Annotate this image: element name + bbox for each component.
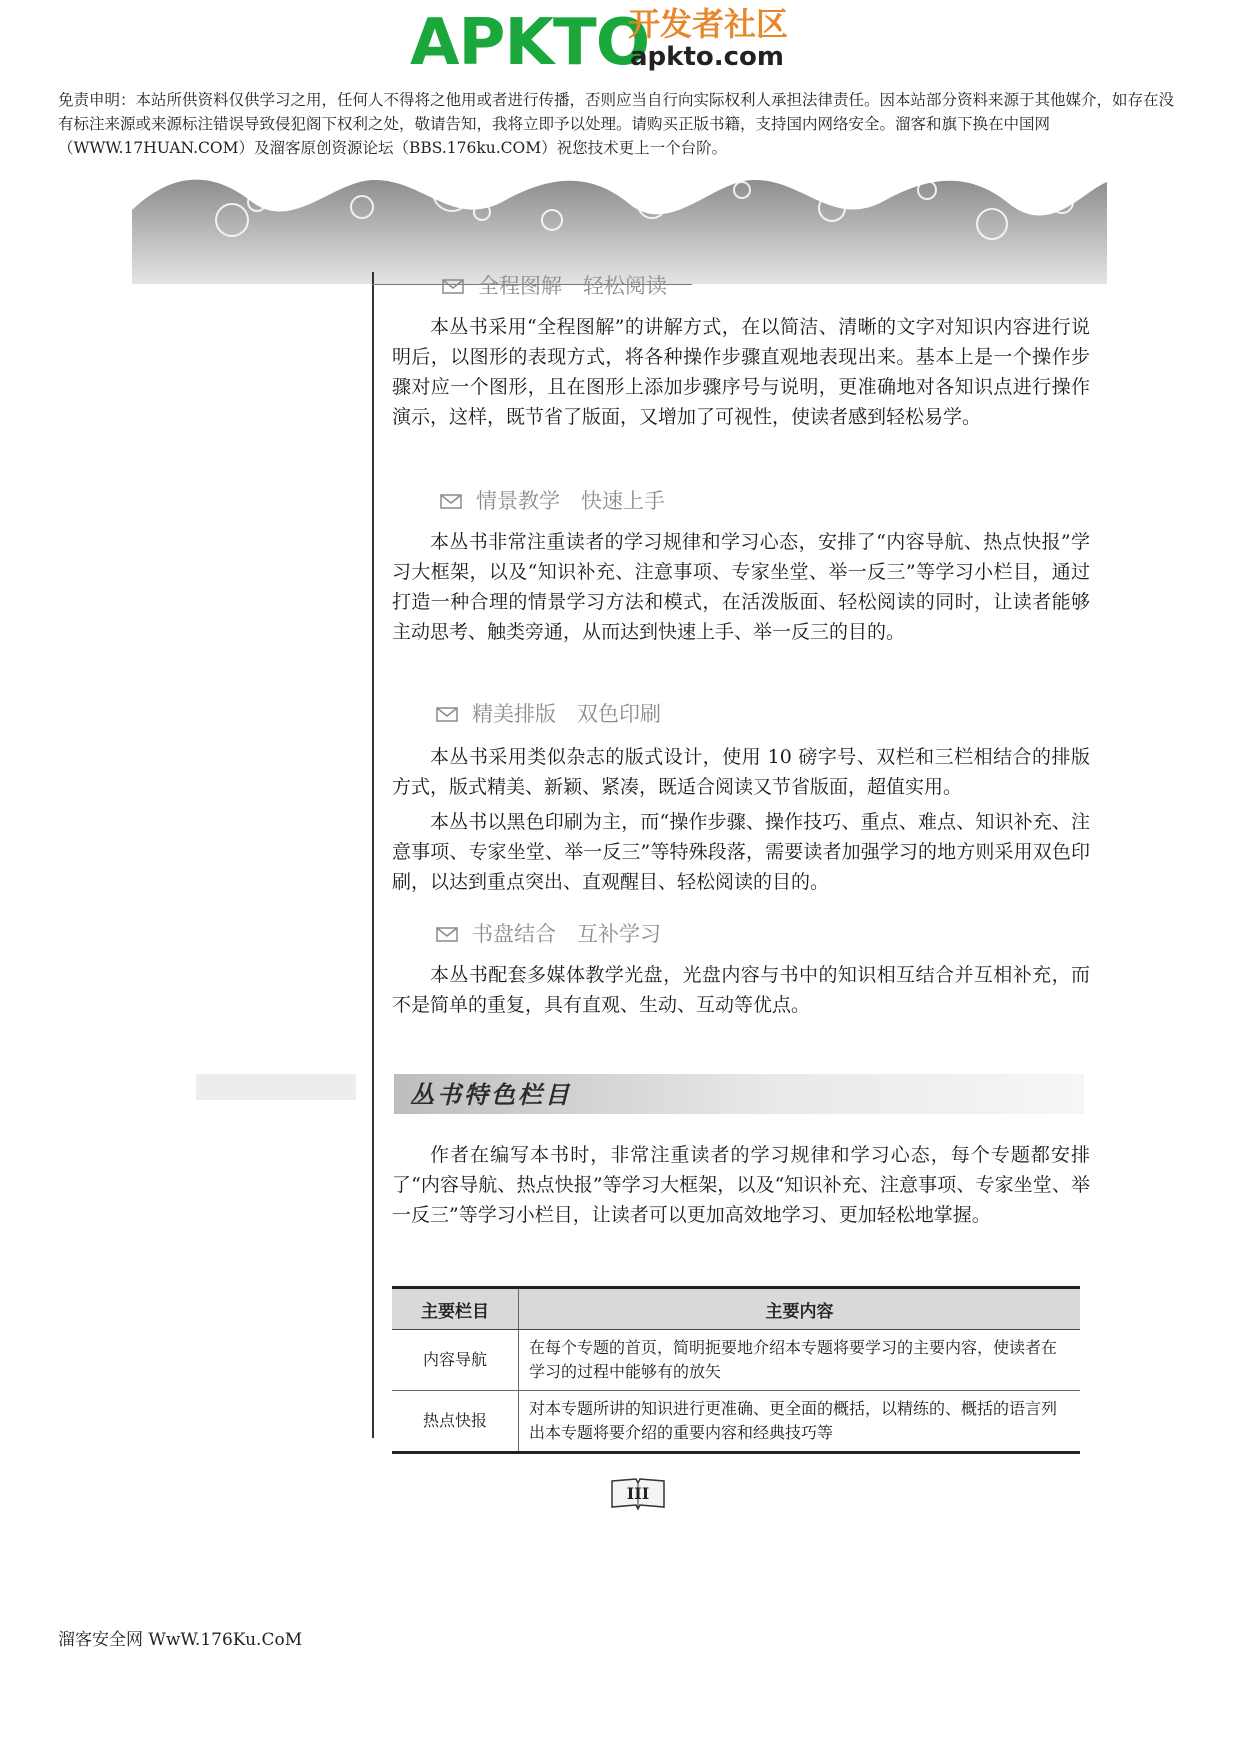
feature-title: 丛书特色栏目 (410, 1081, 572, 1109)
section-paragraph: 本丛书配套多媒体教学光盘，光盘内容与书中的知识相互结合并互相补充，而不是简单的重复，具有直观、生动、互动等优点。 (392, 964, 1090, 1016)
section-heading (440, 487, 665, 515)
section-title: 书盘结合 互补学习 (472, 922, 661, 946)
section-title: 全程图解 轻松阅读 (478, 274, 667, 298)
section-title: 精美排版 双色印刷 (472, 702, 661, 726)
logo-url: apkto.com (630, 42, 784, 72)
table-cell: 内容导航 (392, 1330, 519, 1391)
section-paragraph: 本丛书采用“全程图解”的讲解方式，在以简洁、清晰的文字对知识内容进行说明后，以图形的表现方式，将各种操作步骤直观地表现出来。基本上是一个操作步骤对应一个图形，且在图形上添加步骤序号与说明，更准确地对各知识点进行操作演示，这样，既节省了版面，又增加了可视性，使读者感到轻松易学。 (392, 316, 1090, 428)
section-paragraph: 本丛书以黑色印刷为主，而“操作步骤、操作技巧、重点、难点、知识补充、注意事项、专家坐堂、举一反三”等特殊段落，需要读者加强学习的地方则采用双色印刷，以达到重点突出、直观醒目、轻松阅读的目的。 (392, 811, 1090, 893)
section-title: 情景教学 快速上手 (476, 489, 665, 513)
column-rule (372, 272, 374, 1438)
page-number-book-icon (610, 1475, 666, 1511)
envelope-icon (442, 279, 464, 294)
site-logo (410, 2, 810, 82)
section-paragraph: 本丛书采用类似杂志的版式设计，使用 10 磅字号、双栏和三栏相结合的排版方式，版式精美、新颖、紧凑，既适合阅读又节省版面，超值实用。 (392, 746, 1090, 798)
table-cell: 在每个专题的首页，简明扼要地介绍本专题将要学习的主要内容，使读者在学习的过程中能够有的放矢 (519, 1330, 1081, 1391)
section-paragraph: 本丛书非常注重读者的学习规律和学习心态，安排了“内容导航、热点快报”学习大框架，以及“知识补充、注意事项、专家坐堂、举一反三”等学习小栏目，通过打造一种合理的情景学习方法和模式，在活泼版面、轻松阅读的同时，让读者能够主动思考、触类旁通，从而达到快速上手、举一反三的目的。 (392, 531, 1090, 643)
envelope-icon (436, 707, 458, 722)
table-header-row (392, 1288, 1080, 1330)
table-header-cell: 主要内容 (519, 1288, 1081, 1330)
sidebar-ghost-text (196, 1074, 356, 1100)
section-heading (436, 920, 661, 948)
section-heading (436, 700, 661, 728)
table-row (392, 1330, 1080, 1391)
envelope-icon (436, 927, 458, 942)
disclaimer-text: 免责申明：本站所供资料仅供学习之用，任何人不得将之他用或者进行传播，否则应当自行向实际权利人承担法律责任。因本站部分资料来源于其他媒介，如存在没有标注来源或来源标注错误导致侵犯阁下权利之处，敬请告知，我将立即予以处理。请购买正版书籍，支持国内网络安全。溜客和旗下换在中国网（WWW.17HUAN.COM）及溜客原创资源论坛（BBS.176ku.COM）祝您技术更上一个台阶。 (58, 91, 1175, 157)
columns-table (392, 1286, 1080, 1454)
logo-brand: APKTO (410, 6, 650, 80)
table-cell: 对本专题所讲的知识进行更准确、更全面的概括，以精练的、概括的语言列出本专题将要介绍的重要内容和经典技巧等 (519, 1391, 1081, 1453)
decorative-banner (132, 162, 1107, 284)
table-row (392, 1391, 1080, 1453)
logo-name-cn: 开发者社区 (628, 5, 789, 43)
table-cell: 热点快报 (392, 1391, 519, 1453)
feature-intro: 作者在编写本书时，非常注重读者的学习规律和学习心态，每个专题都安排了“内容导航、热点快报”等学习大框架，以及“知识补充、注意事项、专家坐堂、举一反三”等学习小栏目，让读者可以更加高效地学习、更加轻松地掌握。 (392, 1144, 1090, 1226)
envelope-icon (440, 494, 462, 509)
footer-text: 溜客安全网 WwW.176Ku.CoM (58, 1630, 303, 1650)
page-number: III (626, 1484, 650, 1503)
table-header-cell: 主要栏目 (392, 1288, 519, 1330)
section-heading (442, 272, 667, 300)
